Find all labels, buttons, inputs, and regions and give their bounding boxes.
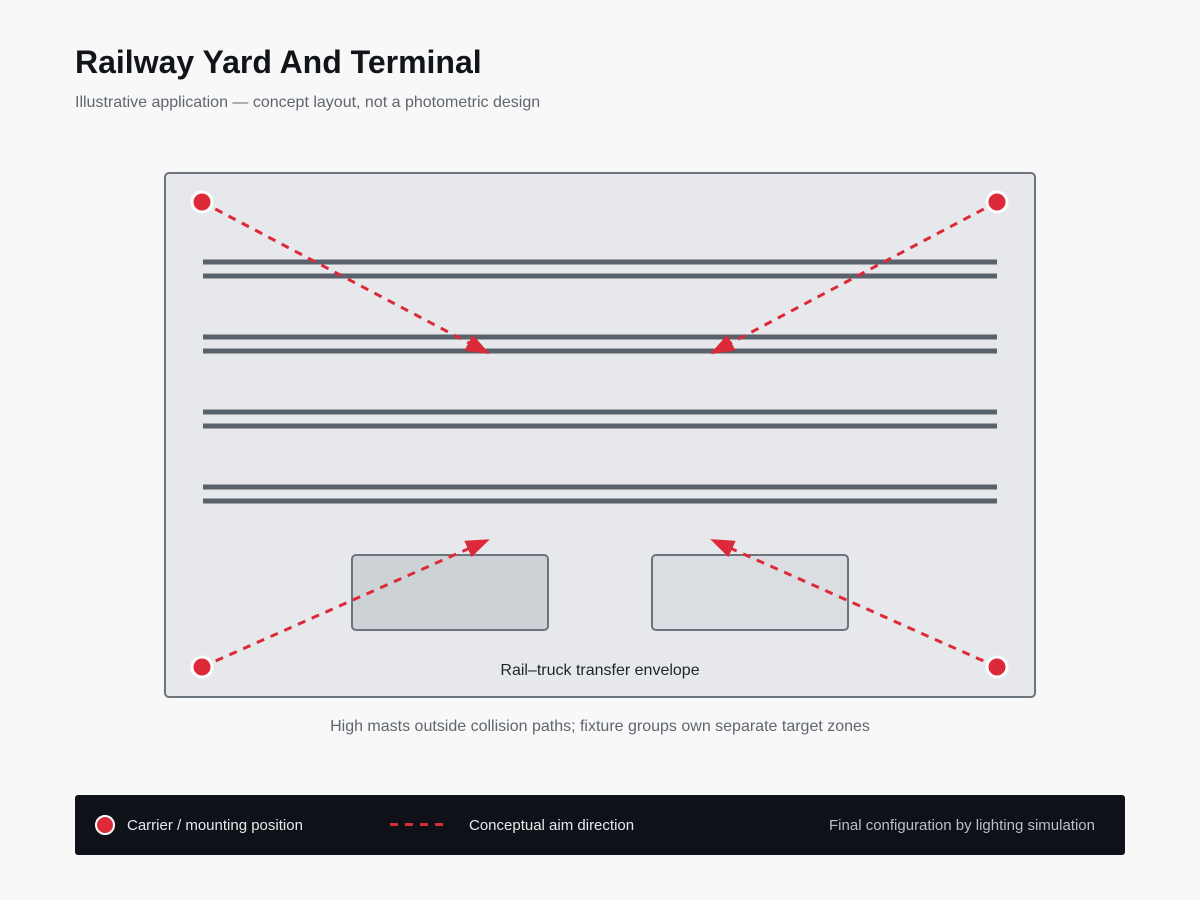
aim-dash-icon bbox=[390, 823, 446, 826]
transfer-building-right bbox=[652, 555, 848, 630]
legend-aim-label: Conceptual aim direction bbox=[469, 817, 635, 834]
legend-bar bbox=[75, 795, 1125, 855]
page-title: Railway Yard And Terminal bbox=[75, 44, 482, 80]
diagram-caption: High masts outside collision paths; fixture groups own separate target zones bbox=[330, 718, 870, 735]
carrier-dot-icon bbox=[95, 815, 115, 835]
page-subtitle: Illustrative application — concept layout, not a photometric design bbox=[75, 94, 541, 111]
mast-bottom-left bbox=[192, 657, 212, 677]
transfer-building-left bbox=[352, 555, 548, 630]
mast-bottom-right bbox=[987, 657, 1007, 677]
transfer-zone-label: Rail–truck transfer envelope bbox=[500, 662, 700, 679]
mast-top-right bbox=[987, 192, 1007, 212]
mast-top-left bbox=[192, 192, 212, 212]
legend-carrier-label: Carrier / mounting position bbox=[127, 817, 303, 834]
legend-note: Final configuration by lighting simulation bbox=[829, 817, 1095, 834]
